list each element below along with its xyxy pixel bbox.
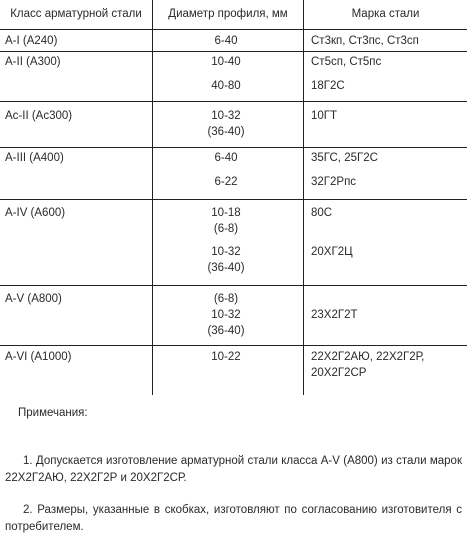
table-row-grade: 80С [311,207,333,219]
table-row-diameter: 10-32 [211,110,241,122]
table-row-class: A-I (A240) [5,35,58,47]
table-row-class: Ac-II (Ac300) [5,110,73,122]
table-row-diameter: 10-32 [211,246,241,258]
row-divider [0,101,467,102]
table-row-class: A-VI (A1000) [5,351,72,363]
column-divider-2 [303,0,304,395]
table-row-diameter: (36-40) [207,262,245,274]
table-row-diameter: 6-22 [214,176,238,188]
table-row-diameter: (36-40) [207,325,245,337]
table-row-diameter: 6-40 [214,35,238,47]
header-steel-grade: Марка стали [351,8,420,20]
table-row-diameter: (36-40) [207,126,245,138]
note-item-2: 2. Размеры, указанные в скобках, изготовляют по согласованию изготовителя с потребителем. [5,504,462,533]
table-row-diameter: (6-8) [213,293,239,305]
table-row-grade: 35ГС, 25Г2С [311,152,378,164]
table-row-diameter: 10-22 [211,351,241,363]
table-row-grade: 23Х2Г2Т [311,309,358,321]
notes-title: Примечания: [18,407,88,419]
table-row-grade: 20ХГ2Ц [311,246,353,258]
table-row-class: A-IV (A600) [5,207,66,219]
table-row-diameter: 10-32 [211,309,241,321]
table-row-grade: 20Х2Г2СР [311,367,367,379]
table-row-class: A-III (A400) [5,152,64,164]
table-row-grade: 18Г2С [311,80,345,92]
table-row-diameter: 40-80 [211,80,241,92]
table-row-grade: 32Г2Рпс [311,176,357,188]
table-row-diameter: 6-40 [214,152,238,164]
table-row-diameter: 10-18 [211,207,241,219]
column-divider-1 [152,0,153,395]
row-divider [0,51,467,52]
row-divider [0,199,467,200]
row-divider [0,345,467,346]
table-row-diameter: (6-8) [213,223,239,235]
table-row-grade: 10ГТ [311,110,338,122]
table-row-grade: Ст3кп, Ст3пс, Ст3сп [311,35,419,47]
row-divider [0,285,467,286]
table-row-diameter: 10-40 [211,56,241,68]
row-divider [0,147,467,148]
table-row-grade: 22Х2Г2АЮ, 22Х2Г2Р, [311,351,425,363]
row-divider [0,29,467,30]
header-steel-class: Класс арматурной стали [10,8,142,20]
header-profile-diameter: Диаметр профиля, мм [168,8,288,20]
table-row-class: A-V (A800) [5,293,62,305]
table-row-class: A-II (A300) [5,56,61,68]
note-item-1: 1. Допускается изготовление арматурной стали класса A-V (A800) из стали марок 22Х2Г2АЮ, 22Х2Г2Р и 20Х2Г2СР. [5,455,462,484]
table-row-grade: Ст5сп, Ст5пс [311,56,382,68]
